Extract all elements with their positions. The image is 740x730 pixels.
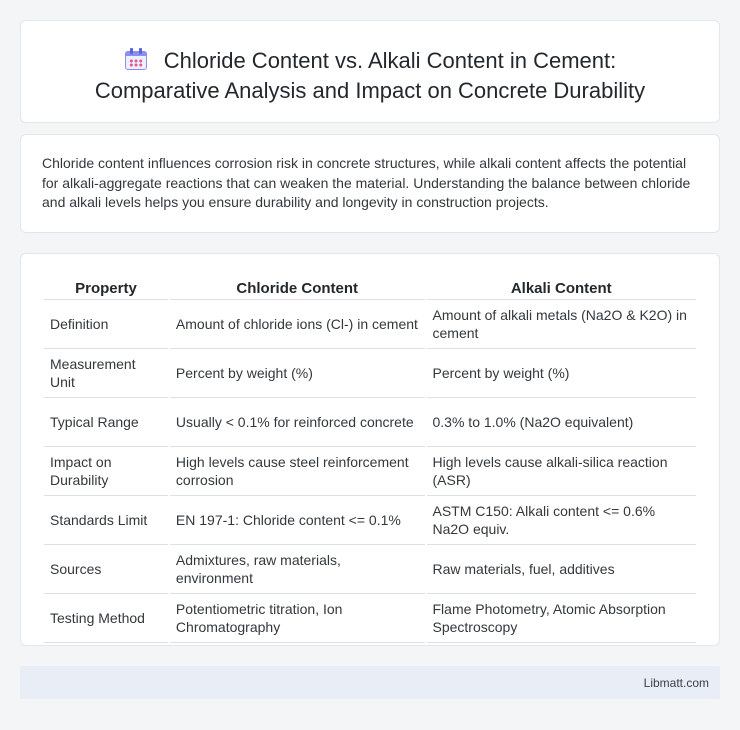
table-row <box>44 447 696 496</box>
title-line-2: Comparative Analysis and Impact on Concrete Durability <box>94 78 646 103</box>
row-property: Standards Limit <box>44 496 168 545</box>
header-alkali: Alkali Content <box>427 274 697 300</box>
row-property: Typical Range <box>44 398 168 447</box>
intro-card <box>20 134 720 233</box>
row-property: Definition <box>44 300 168 349</box>
row-chloride: Admixtures, raw materials, environment <box>170 545 425 594</box>
header-chloride: Chloride Content <box>170 274 425 300</box>
row-alkali: High levels cause alkali-silica reaction (ASR) <box>427 447 697 496</box>
header-property: Property <box>44 274 168 300</box>
title-line-1: Chloride Content vs. Alkali Content in Cement: <box>163 48 617 73</box>
row-property: Impact on Durability <box>44 447 168 496</box>
row-alkali: Flame Photometry, Atomic Absorption Spectroscopy <box>427 594 697 643</box>
row-chloride: Potentiometric titration, Ion Chromatography <box>170 594 425 643</box>
table-row <box>44 349 696 398</box>
row-property: Testing Method <box>44 594 168 643</box>
table-row <box>44 300 696 349</box>
page-title <box>21 46 719 106</box>
title-card <box>20 20 720 123</box>
row-chloride: High levels cause steel reinforcement corrosion <box>170 447 425 496</box>
row-alkali: 0.3% to 1.0% (Na2O equivalent) <box>427 398 697 447</box>
row-property: Sources <box>44 545 168 594</box>
calendar-icon <box>124 48 148 70</box>
row-alkali: Percent by weight (%) <box>427 349 697 398</box>
row-alkali: Amount of alkali metals (Na2O & K2O) in cement <box>427 300 697 349</box>
footer <box>20 666 720 699</box>
table-row <box>44 398 696 447</box>
row-chloride: Amount of chloride ions (Cl-) in cement <box>170 300 425 349</box>
comparison-table-card <box>20 253 720 646</box>
footer-brand-link[interactable]: Libmatt.com <box>643 676 709 690</box>
row-chloride: Usually < 0.1% for reinforced concrete <box>170 398 425 447</box>
row-chloride: EN 197-1: Chloride content <= 0.1% <box>170 496 425 545</box>
row-alkali: ASTM C150: Alkali content <= 0.6% Na2O equiv. <box>427 496 697 545</box>
row-property: Measurement Unit <box>44 349 168 398</box>
intro-text: Chloride content influences corrosion risk in concrete structures, while alkali content affects the potential for alkali-aggregate reactions that can weaken the material. Understanding the balance between chloride and alkali levels helps you ensure durability and longevity in construction projects. <box>42 155 691 210</box>
table-row <box>44 545 696 594</box>
row-chloride: Percent by weight (%) <box>170 349 425 398</box>
table-row <box>44 496 696 545</box>
comparison-table <box>42 274 698 643</box>
table-header-row <box>44 274 696 300</box>
table-row <box>44 594 696 643</box>
row-alkali: Raw materials, fuel, additives <box>427 545 697 594</box>
